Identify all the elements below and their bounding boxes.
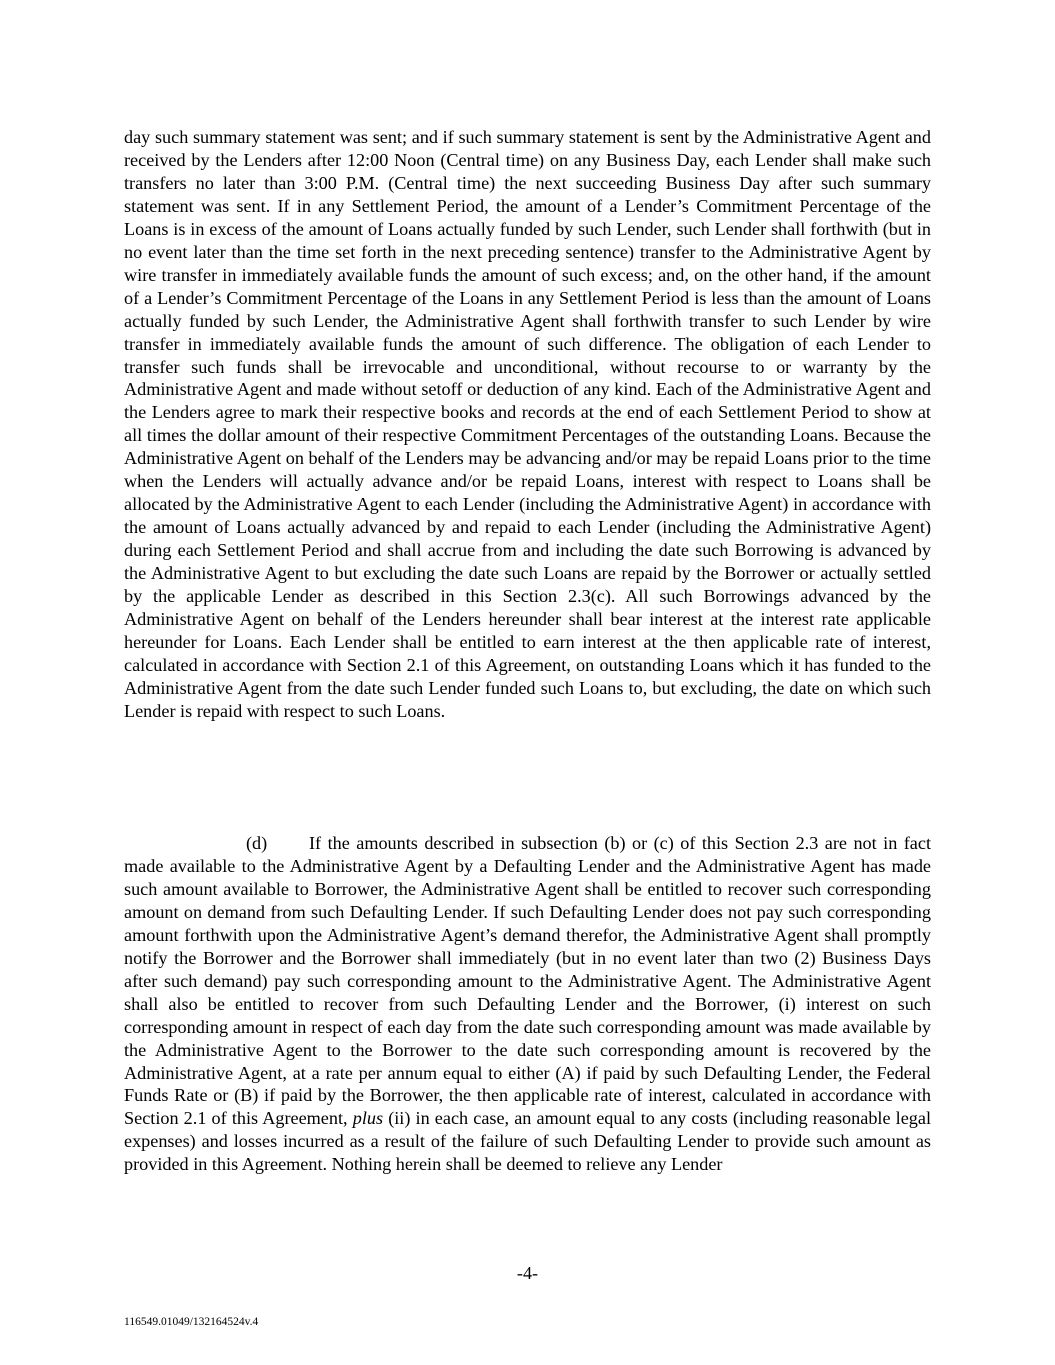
subsection-label: (d) [246,833,268,853]
subsection-d-text-part-2: (ii) in each case, an amount equal to any costs (including reasonable legal expenses) and losses incurred as a result of the failure of such Defaulting Lender to provide such amount as provided in this Agreement. Nothing herein shall be deemed to relieve any Lender [124,1108,932,1175]
paragraph-subsection-d [124,832,931,1176]
document-id-footer: 116549.01049/132164524v.4 [124,1316,259,1328]
subsection-d-italic-plus: plus [352,1108,384,1129]
paragraph-settlement: day such summary statement was sent; and if such summary statement is sent by the Administrative Agent and received by the Lenders after 12:00 Noon (Central time) on any Business Day, each Lender shall make such transfers no later than 3:00 P.M. (Central time) the next succeeding Business Day after such summary statement was sent. If in any Settlement Period, the amount of a Lender’s Commitment Percentage of the Loans is in excess of the amount of Loans actually funded by such Lender, such Lender shall forthwith (but in no event later than the time set forth in the next preceding sentence) transfer to the Administrative Agent by wire transfer in immediately available funds the amount of such excess; and, on the other hand, if the amount of a Lender’s Commitment Percentage of the Loans in any Settlement Period is less than the amount of Loans actually funded by such Lender, the Administrative Agent shall forthwith transfer to such Lender by wire transfer in immediately available funds the amount of such difference. The obligation of each Lender to transfer such funds shall be irrevocable and unconditional, without recourse to or warranty by the Administrative Agent and made without setoff or deduction of any kind. Each of the Administrative Agent and the Lenders agree to mark their respective books and records at the end of each Settlement Period to show at all times the dollar amount of their respective Commitment Percentages of the outstanding Loans. Because the Administrative Agent on behalf of the Lenders may be advancing and/or may be repaid Loans prior to the time when the Lenders will actually advance and/or be repaid Loans, interest with respect to Loans shall be allocated by the Administrative Agent to each Lender (including the Administrative Agent) in accordance with the amount of Loans actually advanced by and repaid to each Lender (including the Administrative Agent) during each Settlement Period and shall accrue from and including the date such Borrowing is advanced by the Administrative Agent to but excluding the date such Loans are repaid by the Borrower or actually settled by the applicable Lender as described in this Section 2.3(c). All such Borrowings advanced by the Administrative Agent on behalf of the Lenders hereunder shall bear interest at the interest rate applicable hereunder for Loans. Each Lender shall be entitled to earn interest at the then applicable rate of interest, calculated in accordance with Section 2.1 of this Agreement, on outstanding Loans which it has funded to the Administrative Agent from the date such Lender funded such Loans to, but excluding, the date on which such Lender is repaid with respect to such Loans. [124,127,931,721]
page-number: -4- [516,1263,539,1283]
subsection-d-text-part-1: If the amounts described in subsection (b) or (c) of this Section 2.3 are not in fact made available to the Administrative Agent by a Defaulting Lender and the Administrative Agent has made such amount available to Borrower, the Administrative Agent shall be entitled to recover such corresponding amount on demand from such Defaulting Lender. If such Defaulting Lender does not pay such corresponding amount forthwith upon the Administrative Agent’s demand therefor, the Administrative Agent shall promptly notify the Borrower and the Borrower shall immediately (but in no event later than two (2) Business Days after such demand) pay such corresponding amount to the Administrative Agent. The Administrative Agent shall also be entitled to recover from such Defaulting Lender and the Borrower, (i) interest on such corresponding amount in respect of each day from the date such corresponding amount was made available by the Administrative Agent to the Borrower to the date such corresponding amount is recovered by the Administrative Agent, at a rate per annum equal to either (A) if paid by such Defaulting Lender, the Federal Funds Rate or (B) if paid by the Borrower, the then applicable rate of interest, calculated in accordance with Section 2.1 of this Agreement, [124,833,931,1129]
